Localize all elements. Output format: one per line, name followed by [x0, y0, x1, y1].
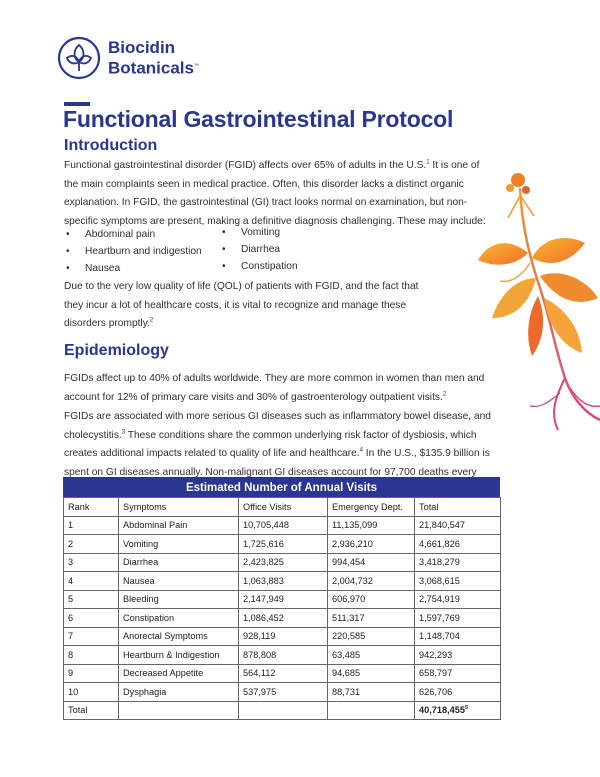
cell-total: 626,706: [415, 683, 501, 702]
cell-symptom: Nausea: [119, 572, 239, 591]
table-row: [64, 590, 501, 609]
introduction-heading: Introduction: [64, 137, 158, 154]
cell-total: 658,797: [415, 664, 501, 683]
brand-logo: [57, 36, 199, 80]
epi-p2-text-a: FGIDs are associated with more serious GI diseases such as inflammatory bowel disease, and cholecystitis.: [64, 411, 491, 441]
introduction-paragraph-1: [64, 157, 496, 231]
cell-office-visits: 1,725,616: [239, 535, 328, 554]
cell-total: 4,661,826: [415, 535, 501, 554]
table-row: [64, 516, 501, 535]
symptom-list-right: [222, 224, 298, 275]
cell-emergency: 11,135,099: [328, 516, 415, 535]
cell-symptom: Abdominal Pain: [119, 516, 239, 535]
cell-emergency: 606,970: [328, 590, 415, 609]
list-item: • Vomiting: [222, 224, 298, 241]
list-item: • Diarrhea: [222, 241, 298, 258]
cell-symptom: Diarrhea: [119, 553, 239, 572]
cell-emergency: 220,585: [328, 627, 415, 646]
cell-total: 1,148,704: [415, 627, 501, 646]
footnote-ref: 1: [426, 159, 430, 166]
epi-p2-text-b: These conditions share the common underlying risk factor of dysbiosis, which creates additional impacts related to quality of life and healthcare.: [64, 429, 477, 459]
cell-total: 2,754,919: [415, 590, 501, 609]
empty-cell: [328, 701, 415, 720]
cell-emergency: 994,454: [328, 553, 415, 572]
annual-visits-table: [63, 477, 500, 720]
biocidin-logo-icon: [57, 36, 101, 80]
footnote-ref: 5: [464, 705, 469, 712]
column-header-total: Total: [415, 498, 501, 517]
cell-office-visits: 2,423,825: [239, 553, 328, 572]
cell-rank: 7: [64, 627, 119, 646]
cell-rank: 3: [64, 553, 119, 572]
cell-symptom: Anorectal Symptoms: [119, 627, 239, 646]
table-row: [64, 572, 501, 591]
epidemiology-heading: Epidemiology: [64, 342, 169, 359]
total-label: Total: [64, 701, 119, 720]
table-row: [64, 609, 501, 628]
cell-office-visits: 2,147,949: [239, 590, 328, 609]
footnote-ref: 3: [121, 429, 126, 436]
cell-total: 3,418,279: [415, 553, 501, 572]
footnote-ref: 2: [442, 391, 447, 398]
intro-p1-text-b: It is one of the main complaints seen in medical practice. Often, this disorder lacks a distinct organic explanation. In FGID, the gastrointestinal (GI) tract looks normal on examination, but non-specific symptoms are present, making a definitive diagnosis challenging. These may include:: [64, 160, 486, 227]
trademark: ™: [193, 62, 199, 69]
intro-p1-text-a: Functional gastrointestinal disorder (FGID) affects over 65% of adults in the U.S.: [64, 160, 427, 171]
cell-rank: 10: [64, 683, 119, 702]
cell-emergency: 94,685: [328, 664, 415, 683]
cell-emergency: 88,731: [328, 683, 415, 702]
cell-office-visits: 878,808: [239, 646, 328, 665]
cell-total: 3,068,615: [415, 572, 501, 591]
cell-symptom: Bleeding: [119, 590, 239, 609]
cell-office-visits: 537,975: [239, 683, 328, 702]
symptom-list-left: [66, 226, 202, 277]
cell-rank: 1: [64, 516, 119, 535]
cell-rank: 5: [64, 590, 119, 609]
table-body: [64, 516, 501, 701]
column-header-rank: Rank: [64, 498, 119, 517]
table-title: Estimated Number of Annual Visits: [63, 477, 500, 497]
table-row: [64, 683, 501, 702]
cell-rank: 6: [64, 609, 119, 628]
introduction-paragraph-2: [64, 278, 429, 334]
table-row: [64, 646, 501, 665]
brand-name-line1: Biocidin: [108, 37, 176, 57]
table-total-row: [64, 701, 501, 720]
epi-p2-text-c: In the U.S., $135.9 billion is spent on GI diseases annually. Non-malignant GI diseases account for 97,700 deaths every: [64, 448, 490, 478]
empty-cell: [239, 701, 328, 720]
column-header-office-visits: Office Visits: [239, 498, 328, 517]
total-value-cell: [415, 701, 501, 720]
cell-office-visits: 1,086,452: [239, 609, 328, 628]
total-value: 40,718,455: [419, 705, 465, 716]
cell-symptom: Dysphagia: [119, 683, 239, 702]
cell-rank: 2: [64, 535, 119, 554]
cell-office-visits: 564,112: [239, 664, 328, 683]
cell-office-visits: 10,705,448: [239, 516, 328, 535]
cell-total: 1,597,769: [415, 609, 501, 628]
list-item: • Nausea: [66, 260, 202, 277]
cell-symptom: Decreased Appetite: [119, 664, 239, 683]
table-row: [64, 627, 501, 646]
epidemiology-paragraph-1: [64, 370, 496, 407]
list-item: • Constipation: [222, 258, 298, 275]
cell-emergency: 2,004,732: [328, 572, 415, 591]
page-title: Functional Gastrointestinal Protocol: [63, 106, 454, 132]
visits-data-table: [63, 497, 501, 720]
brand-name: [108, 39, 199, 78]
cell-office-visits: 928,119: [239, 627, 328, 646]
cell-emergency: 63,485: [328, 646, 415, 665]
empty-cell: [119, 701, 239, 720]
cell-symptom: Constipation: [119, 609, 239, 628]
cell-symptom: Heartburn & Indigestion: [119, 646, 239, 665]
table-row: [64, 664, 501, 683]
cell-rank: 8: [64, 646, 119, 665]
cell-total: 21,840,547: [415, 516, 501, 535]
table-header-row: [64, 498, 501, 517]
cell-rank: 4: [64, 572, 119, 591]
cell-total: 942,293: [415, 646, 501, 665]
footnote-ref: 4: [359, 447, 363, 454]
column-header-emergency: Emergency Dept.: [328, 498, 415, 517]
list-item: • Abdominal pain: [66, 226, 202, 243]
cell-emergency: 2,936,210: [328, 535, 415, 554]
cell-emergency: 511,317: [328, 609, 415, 628]
cell-rank: 9: [64, 664, 119, 683]
brand-name-line2: Botanicals: [108, 58, 194, 78]
intro-p2-text: Due to the very low quality of life (QOL) of patients with FGID, and the fact that they incur a lot of healthcare costs, it is vital to recognize and manage these disorders promptly.: [64, 281, 419, 329]
footnote-ref: 2: [149, 317, 154, 324]
cell-office-visits: 1,063,883: [239, 572, 328, 591]
list-item: • Heartburn and indigestion: [66, 243, 202, 260]
table-row: [64, 553, 501, 572]
cell-symptom: Vomiting: [119, 535, 239, 554]
epi-p1-text: FGIDs affect up to 40% of adults worldwide. They are more common in women than men and account for 12% of primary care visits and 30% of gastroenterology outpatient visits.: [64, 373, 485, 403]
table-row: [64, 535, 501, 554]
column-header-symptoms: Symptoms: [119, 498, 239, 517]
